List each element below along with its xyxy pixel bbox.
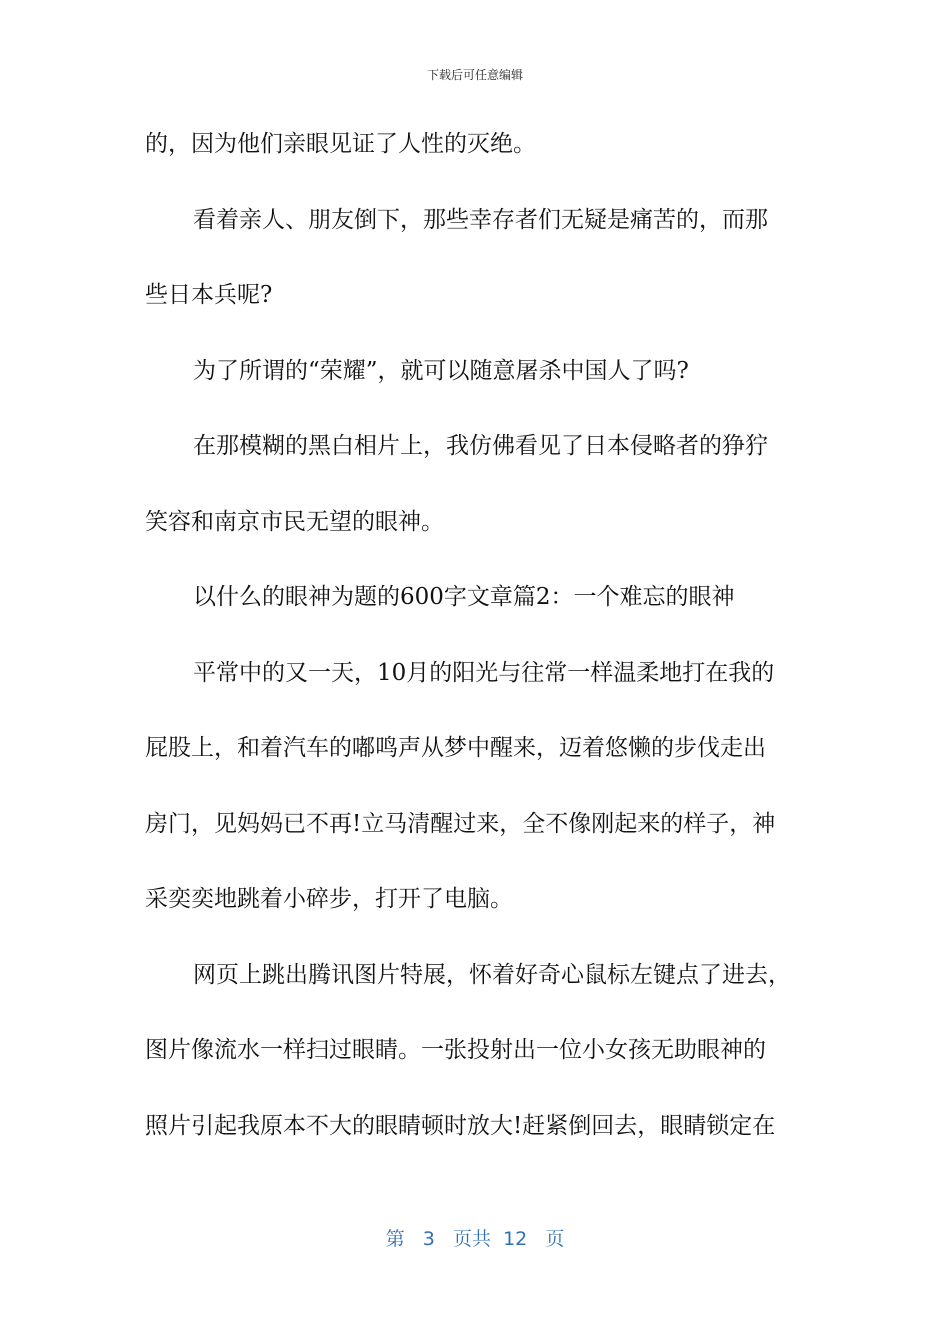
document-body [145, 124, 815, 1181]
page-header-note: 下载后可任意编辑 [426, 68, 523, 82]
text-line: 房门，见妈妈已不再!立马清醒过来，全不像刚起来的样子，神 [145, 810, 776, 837]
footer-current-page: 3 [422, 1228, 435, 1250]
footer-label-total: 页共 [452, 1228, 491, 1250]
text-line: 的，因为他们亲眼见证了人性的灭绝。 [145, 131, 536, 157]
text-line: 采奕奕地跳着小碎步，打开了电脑。 [145, 886, 513, 912]
footer-total-pages: 12 [503, 1228, 528, 1250]
footer-label-end: 页 [545, 1228, 565, 1250]
text-line: 在那模糊的黑白相片上，我仿佛看见了日本侵略者的狰狞 [193, 433, 768, 459]
text-line: 图片像流水一样扫过眼睛。一张投射出一位小女孩无助眼神的 [145, 1037, 766, 1063]
text-line: 平常中的又一天，10月的阳光与往常一样温柔地打在我的 [193, 659, 775, 686]
footer-label-page: 第 [385, 1228, 405, 1250]
text-line: 看着亲人、朋友倒下，那些幸存者们无疑是痛苦的，而那 [193, 206, 768, 233]
text-line: 网页上跳出腾讯图片特展，怀着好奇心鼠标左键点了进去， [193, 961, 791, 988]
text-line: 些日本兵呢? [145, 282, 273, 308]
text-line: 为了所谓的“荣耀”，就可以随意屠杀中国人了吗? [193, 357, 689, 384]
text-line: 照片引起我原本不大的眼睛顿时放大!赶紧倒回去，眼睛锁定在 [145, 1112, 776, 1139]
page-footer [0, 1224, 950, 1251]
section-heading: 以什么的眼神为题的600字文章篇2：一个难忘的眼神 [193, 584, 735, 610]
text-line: 屁股上，和着汽车的嘟鸣声从梦中醒来，迈着悠懒的步伐走出 [145, 735, 766, 761]
text-line: 笑容和南京市民无望的眼神。 [145, 508, 444, 535]
